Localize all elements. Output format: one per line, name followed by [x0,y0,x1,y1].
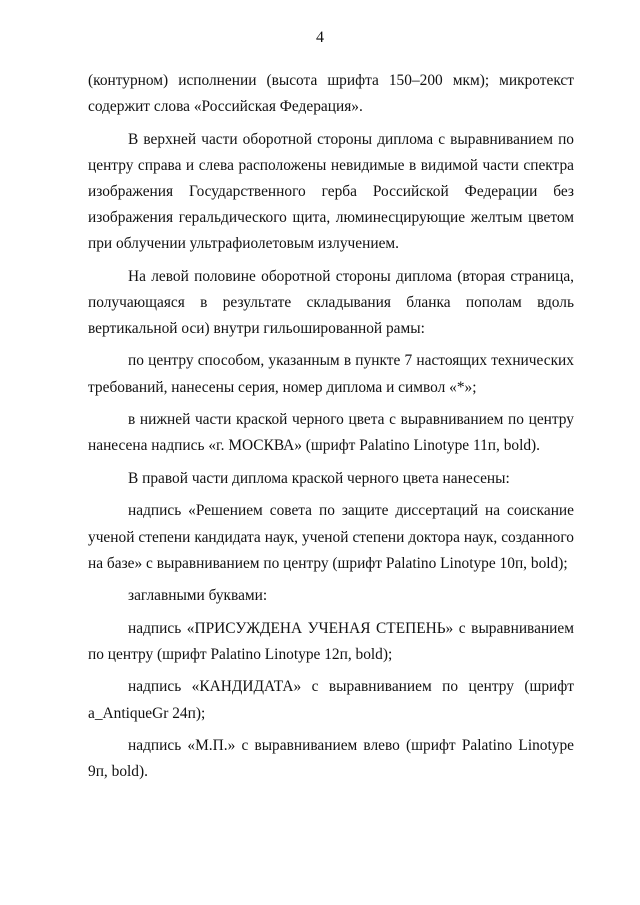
paragraph-seal-place: надпись «М.П.» с выравниванием влево (шрифт Palatino Linotype 9п, bold). [88,737,574,781]
paragraph-left-half: На левой половине оборотной стороны диплома (вторая страница, получающаяся в результате складывания бланка пополам вдоль вертикальной оси) внутри гильошированной рамы: [88,267,574,337]
paragraph-emblem: В верхней части оборотной стороны диплома с выравниванием по центру справа и слева расположены невидимые в видимой части спектра изображения Государственного герба Российской Федерации без изображения геральдического щита, люминесцирующие желтым цветом при облучении ультрафиолетовым излучением. [88,130,574,253]
paragraph-capitals: заглавными буквами: [128,587,268,605]
paragraph-degree-awarded: надпись «ПРИСУЖДЕНА УЧЕНАЯ СТЕПЕНЬ» с выравниванием по центру (шрифт Palatino Linotype 12п, bold); [88,619,574,663]
document-body [88,68,574,785]
paragraph-microtext: (контурном) исполнении (высота шрифта 150–200 мкм); микротекст содержит слова «Российская Федерация». [88,72,574,116]
paragraph-right-part: В правой части диплома краской черного цвета нанесены: [128,469,510,487]
page-number: 4 [316,29,324,46]
paragraph-moscow: в нижней части краской черного цвета с выравниванием по центру нанесена надпись «г. МОСКВА» (шрифт Palatino Linotype 11п, bold). [88,411,574,455]
paragraph-candidate: надпись «КАНДИДАТА» с выравниванием по центру (шрифт a_AntiqueGr 24п); [88,678,574,722]
paragraph-series-number: по центру способом, указанным в пункте 7 настоящих технических требований, нанесены серия, номер диплома и символ «*»; [88,352,574,396]
paragraph-council: надпись «Решением совета по защите диссертаций на соискание ученой степени кандидата наук, ученой степени доктора наук, созданного на базе» с выравниванием по центру (шрифт Palatino Linotype 10п, bold); [88,502,574,572]
